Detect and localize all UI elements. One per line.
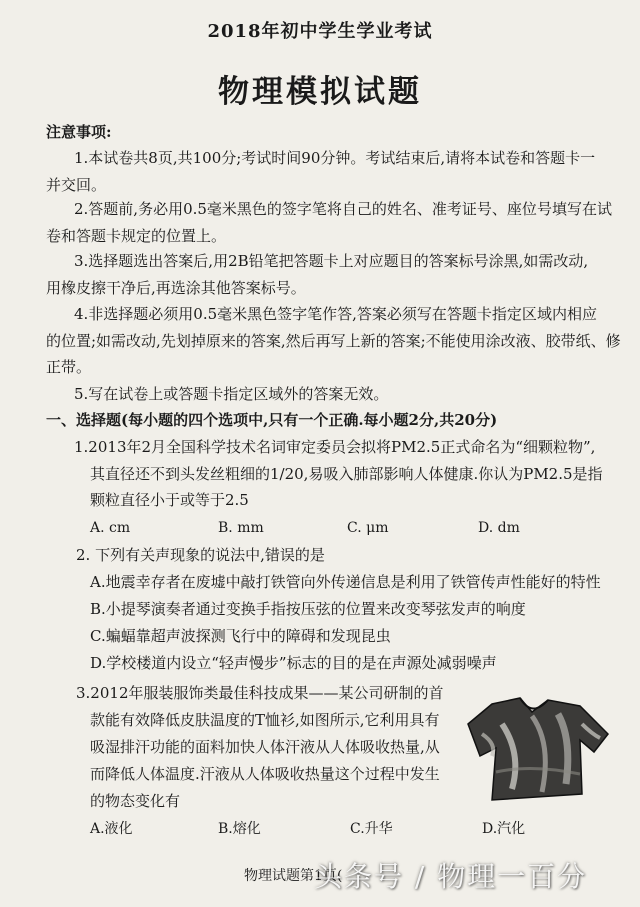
question-2-line: 2. 下列有关声现象的说法中,错误的是 [76, 546, 325, 564]
question-3-line: 的物态变化有 [90, 792, 181, 810]
page-number-text: 物理试题第1页( [244, 868, 343, 884]
question-3-line: 而降低人体温度.汗液从人体吸收热量这个过程中发生 [90, 765, 440, 783]
q1-option-d: D. dm [478, 520, 520, 536]
question-1-line: 其直径还不到头发丝粗细的1/20,易吸入肺部影响人体健康.你认为PM2.5是指 [90, 465, 603, 483]
q2-option-d: D.学校楼道内设立“轻声慢步”标志的目的是在声源处减弱噪声 [90, 654, 497, 672]
notice-line: 2.答题前,务必用0.5毫米黑色的签字笔将自己的姓名、准考证号、座位号填写在试 [74, 200, 612, 218]
notice-line: 4.非选择题必须用0.5毫米黑色签字笔作答,答案必须写在答题卡指定区域内相应 [74, 305, 597, 323]
watermark: 头条号 / 物理一百分 [314, 860, 588, 893]
question-3-line: 3.2012年服装服饰类最佳科技成果——某公司研制的首 [76, 684, 444, 702]
notice-line: 的位置;如需改动,先划掉原来的答案,然后再写上新的答案;不能使用涂改液、胶带纸、修 [46, 332, 621, 350]
page-footer [0, 857, 640, 897]
tshirt-illustration [462, 694, 612, 806]
exam-subtitle: 2018年初中学生学业考试 [207, 21, 433, 42]
notice-line: 3.选择题选出答案后,用2B铅笔把答题卡上对应题目的答案标号涂黑,如需改动, [74, 252, 589, 270]
q1-option-a: A. cm [90, 520, 131, 536]
q2-option-b: B.小提琴演奏者通过变换手指按压弦的位置来改变琴弦发声的响度 [90, 600, 526, 618]
q1-option-b: B. mm [218, 520, 264, 536]
notice-line: 5.写在试卷上或答题卡指定区域外的答案无效。 [74, 385, 389, 403]
notice-heading: 注意事项: [46, 123, 112, 141]
q3-option-a: A.液化 [90, 821, 133, 837]
notice-line: 用橡皮擦干净后,再选涂其他答案标号。 [46, 279, 306, 297]
q2-option-a: A.地震幸存者在废墟中敲打铁管向外传递信息是利用了铁管传声性能好的特性 [90, 573, 601, 591]
q3-option-b: B.熔化 [218, 821, 261, 837]
q2-option-c: C.蝙蝠靠超声波探测飞行中的障碍和发现昆虫 [90, 627, 391, 645]
question-3-line: 款能有效降低皮肤温度的T恤衫,如图所示,它利用具有 [90, 711, 440, 729]
question-3-line: 吸湿排汗功能的面料加快人体汗液从人体吸收热量,从 [90, 738, 440, 756]
notice-line: 正带。 [46, 358, 92, 376]
q3-option-c: C.升华 [350, 821, 393, 837]
q3-option-d: D.汽化 [482, 821, 526, 837]
exam-title: 物理模拟试题 [218, 74, 422, 110]
question-1-line: 颗粒直径小于或等于2.5 [90, 491, 249, 509]
notice-line: 卷和答题卡规定的位置上。 [46, 227, 227, 245]
question-1-line: 1.2013年2月全国科学技术名词审定委员会拟将PM2.5正式命名为“细颗粒物”, [74, 438, 596, 456]
notice-line: 1.本试卷共8页,共100分;考试时间90分钟。考试结束后,请将本试卷和答题卡一 [74, 149, 596, 167]
section-heading: 一、选择题(每小题的四个选项中,只有一个正确.每小题2分,共20分) [46, 411, 498, 429]
q1-option-c: C. μm [347, 520, 389, 536]
notice-line: 并交回。 [46, 176, 107, 194]
